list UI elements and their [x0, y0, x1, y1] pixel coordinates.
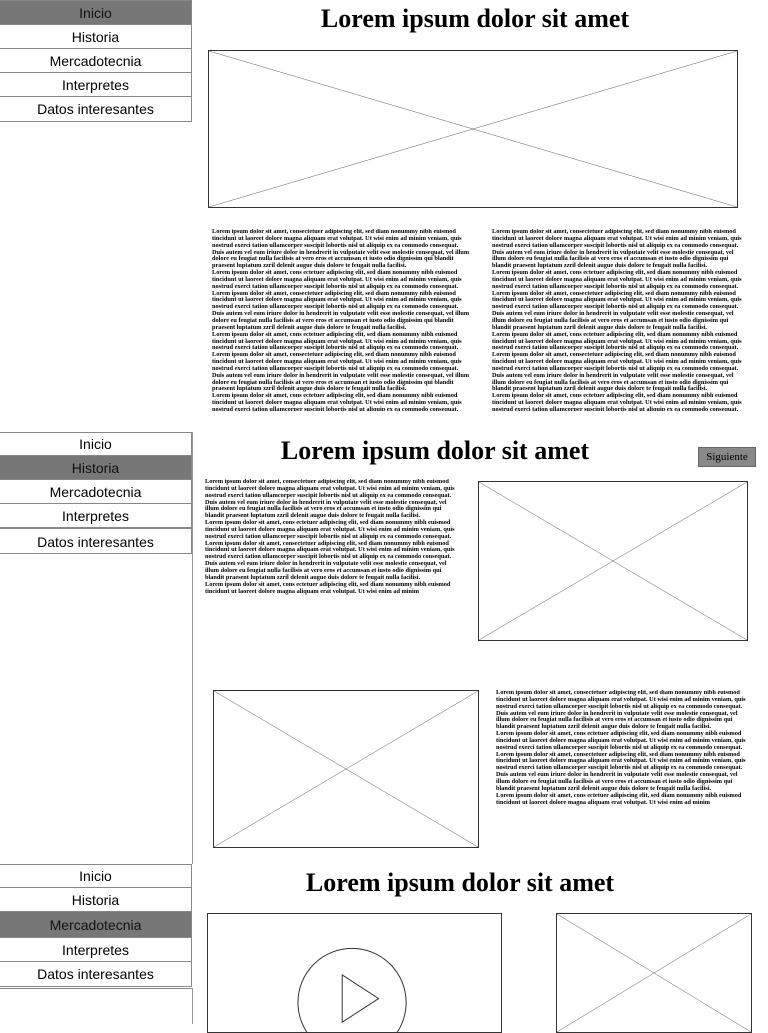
nav-item-datos-interesantes[interactable]: Datos interesantes — [37, 966, 154, 982]
nav-item-inicio[interactable]: Inicio — [0, 432, 191, 456]
body-text-column-right — [492, 229, 746, 411]
paragraph: Lorem ipsum dolor sit amet, consectetuer adipiscing elit, sed diam nonummy nibh euismod tincidunt ut laoreet dolore magna aliquam erat volutpat. Ut wisi enim ad minim veniam, quis nostrud exerci tation ullamcorper suscipit lobortis nisl ut aliquip ex ea commodo consequat. Duis autem vel eum iriure dolor in hendrerit in vulputate velit esse molestie consequat, vel illum dolore eu feugiat nulla facilisis at vero eros et accumsan et iusto odio dignissim qui blandit praesent luptatum zzril delenit augue duis dolore te feugait nulla facilisi. — [205, 479, 455, 520]
paragraph: Lorem ipsum dolor sit amet, consectetuer adipiscing elit, sed diam nonummy nibh euismod tincidunt ut laoreet dolore magna aliquam erat volutpat. Ut wisi enim ad minim veniam, quis nostrud exerci tation ullamcorper suscipit lobortis nisl ut aliquip ex ea commodo consequat. Duis autem vel eum iriure dolor in hendrerit in vulputate velit esse molestie consequat, vel illum dolore eu feugiat nulla facilisis at vero eros et accumsan et iusto odio dignissim qui blandit praesent luptatum zzril delenit augue duis dolore te feugait nulla facilisi. — [492, 351, 742, 393]
sidebar-bottom-rule — [0, 988, 192, 989]
paragraph: Lorem ipsum dolor sit amet, cons ectetuer adipiscing elit, sed diam nonummy nibh euismod tincidunt ut laoreet dolore magna aliquam erat volutpat. Ut wisi enim ad minim veniam, quis nostrud exerci tation ullamcorper suscipit lobortis nisl ut aliquip ex ea commodo consequat. — [496, 730, 746, 751]
nav-item-inicio[interactable]: Inicio — [0, 1, 191, 25]
nav-menu-frame1 — [0, 0, 192, 122]
paragraph: Lorem ipsum dolor sit amet, cons ectetuer adipiscing elit, sed diam nonummy nibh euismod tincidunt ut laoreet dolore magna aliquam erat volutpat. Ut wisi enim ad minim veniam, quis nostrud exerci tation ullamcorper suscipit lobortis nisl ut aliquip ex ea commodo consequat. — [492, 392, 742, 411]
nav-item-datos-interesantes[interactable]: Datos interesantes — [0, 528, 191, 554]
nav-item-mercadotecnia[interactable]: Mercadotecnia — [0, 480, 191, 504]
nav-item-historia[interactable]: Historia — [0, 456, 191, 480]
paragraph: Lorem ipsum dolor sit amet, consectetuer adipiscing elit, sed diam nonummy nibh euismod tincidunt ut laoreet dolore magna aliquam erat volutpat. Ut wisi enim ad minim veniam, quis nostrud exerci tation ullamcorper suscipit lobortis nisl ut aliquip ex ea commodo consequat. Duis autem vel eum iriure dolor in hendrerit in vulputate velit esse molestie consequat, vel illum dolore eu feugiat nulla facilisis at vero eros et accumsan et iusto odio dignissim qui blandit praesent luptatum zzril delenit augue duis dolore te feugait nulla facilisi. — [496, 750, 746, 792]
nav-item-inicio[interactable]: Inicio — [0, 864, 191, 888]
play-icon — [342, 975, 378, 1022]
paragraph: Lorem ipsum dolor sit amet, cons ectetuer adipiscing elit, sed diam nonummy nibh euismod tincidunt ut laoreet dolore magna aliquam erat volutpat. Ut wisi enim ad minim veniam, quis nostrud exerci tation ullamcorper suscipit lobortis nisl ut aliquip ex ea commodo consequat. — [212, 330, 462, 352]
page-title-frame1: Lorem ipsum dolor sit amet — [320, 4, 630, 33]
paragraph: Lorem ipsum dolor sit amet, consectetuer adipiscing elit, sed diam nonummy nibh euismod tincidunt ut laoreet dolore magna aliquam erat volutpat. Ut wisi enim ad minim veniam, quis nostrud exerci tation ullamcorper suscipit lobortis nisl ut aliquip ex ea commodo consequat. Duis autem vel eum iriure dolor in hendrerit in vulputate velit esse molestie consequat, vel illum dolore eu feugiat nulla facilisis at vero eros et accumsan et iusto odio dignissim qui blandit praesent luptatum zzril delenit augue duis dolore te feugait nulla facilisi. — [492, 229, 742, 270]
body-text-block-upper — [205, 479, 460, 642]
sidebar-rule — [192, 432, 193, 864]
image-placeholder-small — [556, 913, 752, 1033]
paragraph: Lorem ipsum dolor sit amet, cons ectetuer adipiscing elit, sed diam nonummy nibh euismod tincidunt ut laoreet dolore magna aliquam erat volutpat. Ut wisi enim ad minim veniam, quis nostrud exerci tation ullamcorper suscipit lobortis nisl ut aliquip ex ea commodo consequat. — [212, 269, 462, 290]
nav-item-interpretes[interactable]: Interpretes — [0, 73, 191, 97]
paragraph: Lorem ipsum dolor sit amet, cons ectetuer adipiscing elit, sed diam nonummy nibh euismod tincidunt ut laoreet dolore magna aliquam erat volutpat. Ut wisi enim ad minim — [205, 580, 451, 595]
image-placeholder-banner — [208, 50, 738, 208]
paragraph: Lorem ipsum dolor sit amet, consectetuer adipiscing elit, sed diam nonummy nibh euismod tincidunt ut laoreet dolore magna aliquam erat volutpat. Ut wisi enim ad minim veniam, quis nostrud exerci tation ullamcorper suscipit lobortis nisl ut aliquip ex ea commodo consequat. Duis autem vel eum iriure dolor in hendrerit in vulputate velit esse molestie consequat, vel illum dolore eu feugiat nulla facilisis at vero eros et accumsan et iusto odio dignissim qui blandit praesent luptatum zzril delenit augue duis dolore te feugait nulla facilisi. — [492, 289, 742, 331]
nav-item-datos-interesantes[interactable]: Datos interesantes — [37, 101, 154, 117]
image-placeholder-right — [478, 481, 748, 641]
page-title-frame2: Lorem ipsum dolor sit amet — [280, 436, 590, 465]
body-text-block-lower — [496, 690, 746, 845]
nav-item-interpretes[interactable]: Interpretes — [0, 938, 191, 962]
paragraph: Lorem ipsum dolor sit amet, cons ectetuer adipiscing elit, sed diam nonummy nibh euismod tincidunt ut laoreet dolore magna aliquam erat volutpat. Ut wisi enim ad minim veniam, quis nostrud exerci tation ullamcorper suscipit lobortis nisl ut aliquip ex ea commodo consequat. — [492, 269, 742, 290]
page-title-frame3: Lorem ipsum dolor sit amet — [305, 868, 615, 897]
paragraph: Lorem ipsum dolor sit amet, consectetuer adipiscing elit, sed diam nonummy nibh euismod tincidunt ut laoreet dolore magna aliquam erat volutpat. Ut wisi enim ad minim veniam, quis nostrud exerci tation ullamcorper suscipit lobortis nisl ut aliquip ex ea commodo consequat. Duis autem vel eum iriure dolor in hendrerit in vulputate velit esse molestie consequat, vel illum dolore eu feugiat nulla facilisis at vero eros et accumsan et iusto odio dignissim qui blandit praesent luptatum zzril delenit augue duis dolore te feugait nulla facilisi. — [205, 539, 455, 581]
paragraph: Lorem ipsum dolor sit amet, consectetuer adipiscing elit, sed diam nonummy nibh euismod tincidunt ut laoreet dolore magna aliquam erat volutpat. Ut wisi enim ad minim veniam, quis nostrud exerci tation ullamcorper suscipit lobortis nisl ut aliquip ex ea commodo consequat. Duis autem vel eum iriure dolor in hendrerit in vulputate velit esse molestie consequat, vel illum dolore eu feugiat nulla facilisis at vero eros et accumsan et iusto odio dignissim qui blandit praesent luptatum zzril delenit augue duis dolore te feugait nulla facilisi. — [496, 690, 746, 731]
nav-item-historia[interactable]: Historia — [0, 888, 191, 912]
nav-menu-frame2 — [0, 432, 192, 554]
paragraph: Lorem ipsum dolor sit amet, consectetuer adipiscing elit, sed diam nonummy nibh euismod tincidunt ut laoreet dolore magna aliquam erat volutpat. Ut wisi enim ad minim veniam, quis nostrud exerci tation ullamcorper suscipit lobortis nisl ut aliquip ex ea commodo consequat. Duis autem vel eum iriure dolor in hendrerit in vulputate velit esse molestie consequat, vel illum dolore eu feugiat nulla facilisis at vero eros et accumsan et iusto odio dignissim qui blandit praesent luptatum zzril delenit augue duis dolore te feugait nulla facilisi. — [212, 351, 470, 393]
paragraph: Lorem ipsum dolor sit amet, consectetuer adipiscing elit, sed diam nonummy nibh euismod tincidunt ut laoreet dolore magna aliquam erat volutpat. Ut wisi enim ad minim veniam, quis nostrud exerci tation ullamcorper suscipit lobortis nisl ut aliquip ex ea commodo consequat. Duis autem vel eum iriure dolor in hendrerit in vulputate velit esse molestie consequat, vel illum dolore eu feugiat nulla facilisis at vero eros et accumsan et iusto odio dignissim qui blandit praesent luptatum zzril delenit augue duis dolore te feugait nulla facilisi. — [212, 229, 470, 270]
video-player-placeholder[interactable] — [207, 913, 502, 1033]
nav-menu-frame3 — [0, 864, 192, 987]
image-placeholder-left — [213, 690, 479, 848]
next-button[interactable]: Siguiente — [698, 447, 756, 467]
paragraph: Lorem ipsum dolor sit amet, cons ectetuer adipiscing elit, sed diam nonummy nibh euismod tincidunt ut laoreet dolore magna aliquam erat volutpat. Ut wisi enim ad minim veniam, quis nostrud exerci tation ullamcorper suscipit lobortis nisl ut aliquip ex ea commodo consequat. — [492, 330, 742, 352]
nav-item-mercadotecnia[interactable]: Mercadotecnia — [0, 49, 191, 73]
nav-item-interpretes[interactable]: Interpretes — [0, 504, 191, 528]
nav-item-mercadotecnia[interactable]: Mercadotecnia — [0, 912, 191, 938]
nav-item-historia[interactable]: Historia — [0, 25, 191, 49]
body-text-column-left — [212, 229, 470, 411]
paragraph: Lorem ipsum dolor sit amet, consectetuer adipiscing elit, sed diam nonummy nibh euismod tincidunt ut laoreet dolore magna aliquam erat volutpat. Ut wisi enim ad minim veniam, quis nostrud exerci tation ullamcorper suscipit lobortis nisl ut aliquip ex ea commodo consequat. Duis autem vel eum iriure dolor in hendrerit in vulputate velit esse molestie consequat, vel illum dolore eu feugiat nulla facilisis at vero eros et accumsan et iusto odio dignissim qui blandit praesent luptatum zzril delenit augue duis dolore te feugait nulla facilisi. — [212, 289, 470, 331]
paragraph: Lorem ipsum dolor sit amet, cons ectetuer adipiscing elit, sed diam nonummy nibh euismod tincidunt ut laoreet dolore magna aliquam erat volutpat. Ut wisi enim ad minim veniam, quis nostrud exerci tation ullamcorper suscipit lobortis nisl ut aliquip ex ea commodo consequat. — [205, 519, 455, 540]
paragraph: Lorem ipsum dolor sit amet, cons ectetuer adipiscing elit, sed diam nonummy nibh euismod tincidunt ut laoreet dolore magna aliquam erat volutpat. Ut wisi enim ad minim — [496, 791, 742, 806]
sidebar-rule — [192, 988, 193, 1024]
paragraph: Lorem ipsum dolor sit amet, cons ectetuer adipiscing elit, sed diam nonummy nibh euismod tincidunt ut laoreet dolore magna aliquam erat volutpat. Ut wisi enim ad minim veniam, quis nostrud exerci tation ullamcorper suscipit lobortis nisl ut aliquip ex ea commodo consequat. — [212, 392, 462, 411]
